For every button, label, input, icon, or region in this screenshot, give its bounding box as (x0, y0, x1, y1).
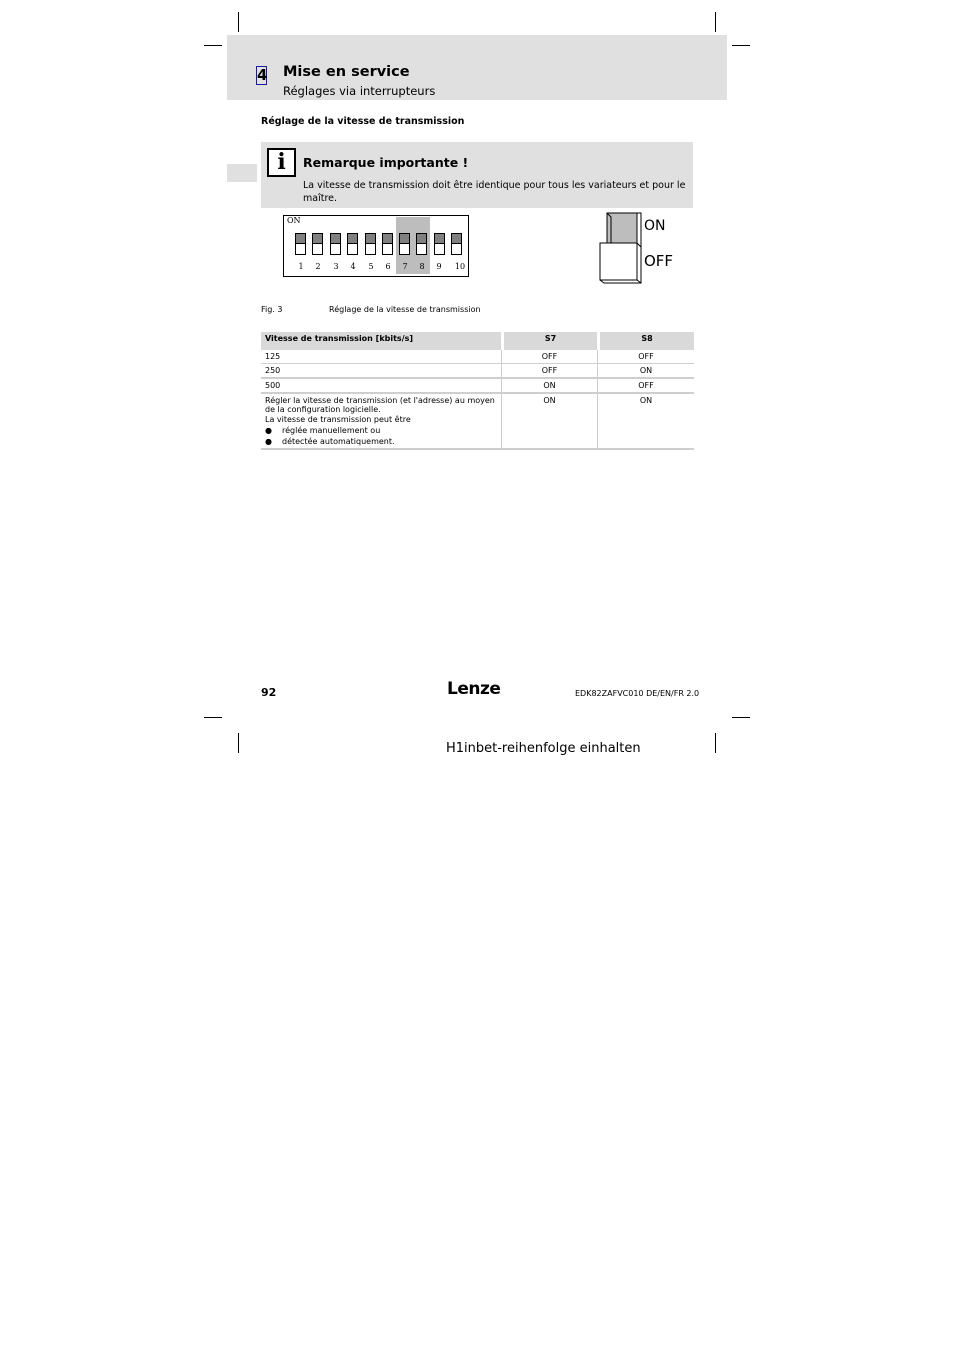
table-cell: 500 (261, 379, 501, 394)
crop-mark (204, 717, 222, 718)
dip-switch-10 (451, 233, 462, 255)
chapter-title: Mise en service (283, 64, 410, 80)
figure-caption: Réglage de la vitesse de transmission (329, 305, 481, 314)
side-tab-marker (227, 164, 257, 182)
dip-number: 1 (298, 262, 304, 271)
table-row (261, 379, 694, 394)
note-title: Remarque importante ! (303, 155, 469, 170)
list-item (265, 426, 497, 435)
dip-number: 5 (368, 262, 374, 271)
table-cell: 250 (261, 364, 501, 379)
table-cell: OFF (501, 350, 597, 364)
switch-legend-icon (596, 210, 644, 286)
dip-switch-1 (295, 233, 306, 255)
chapter-subtitle: Réglages via interrupteurs (283, 84, 436, 98)
table-cell (261, 394, 501, 450)
document-id: EDK82ZAFVC010 DE/EN/FR 2.0 (575, 689, 700, 698)
bullet-text: réglée manuellement ou (281, 426, 381, 435)
crop-mark (732, 717, 750, 718)
note-text: La vitesse de transmission doit être identique pour tous les variateurs et pour le maître. (303, 180, 686, 204)
table-cell: OFF (597, 379, 694, 394)
figure-number: Fig. 3 (261, 305, 283, 314)
dip-number: 10 (454, 262, 466, 271)
switch-off-label: OFF (644, 252, 674, 270)
table-cell: ON (501, 379, 597, 394)
table-row (261, 394, 694, 450)
table-cell: OFF (597, 350, 694, 364)
section-title: Réglage de la vitesse de transmission (261, 116, 465, 127)
crop-mark (238, 12, 239, 32)
dip-switch-6 (382, 233, 393, 255)
switch-on-label: ON (644, 218, 666, 234)
crop-mark (715, 12, 716, 32)
list-item (265, 437, 497, 446)
dip-switch-8 (416, 233, 427, 255)
software-config-text: Régler la vitesse de transmission (et l'adresse) au moyen de la configuration logicielle. (265, 396, 495, 414)
crop-mark (204, 45, 222, 46)
dip-switch-7 (399, 233, 410, 255)
page-number: 92 (261, 686, 277, 699)
bullet-text: détectée automatiquement. (281, 437, 395, 446)
dip-number: 3 (333, 262, 339, 271)
table-header: S8 (597, 332, 694, 350)
table-row (261, 364, 694, 379)
dip-switch-5 (365, 233, 376, 255)
table-cell: 125 (261, 350, 501, 364)
footer-note: H1inbet-reihenfolge einhalten (446, 741, 641, 756)
crop-mark (715, 733, 716, 753)
bullet-icon: ● (265, 437, 272, 446)
table-cell: OFF (501, 364, 597, 379)
detection-intro-text: La vitesse de transmission peut être (265, 415, 411, 424)
table-header: Vitesse de transmission [kbits/s] (261, 332, 501, 350)
table-cell: ON (501, 394, 597, 450)
table-header: S7 (501, 332, 597, 350)
dip-on-label: ON (287, 216, 301, 225)
dip-number: 8 (419, 262, 425, 271)
baud-rate-table (261, 332, 694, 450)
chapter-number: 4 (257, 66, 268, 84)
dip-number: 2 (315, 262, 321, 271)
crop-mark (732, 45, 750, 46)
crop-mark (238, 733, 239, 753)
dip-number: 7 (402, 262, 408, 271)
lenze-logo: Lenze (447, 679, 501, 699)
table-cell: ON (597, 394, 694, 450)
dip-switch-3 (330, 233, 341, 255)
dip-switch-2 (312, 233, 323, 255)
dip-switch-9 (434, 233, 445, 255)
dip-number: 4 (350, 262, 356, 271)
info-icon: i (267, 148, 296, 177)
table-cell: ON (597, 364, 694, 379)
dip-number: 9 (436, 262, 442, 271)
dip-switch-4 (347, 233, 358, 255)
dip-number: 6 (385, 262, 391, 271)
table-row (261, 350, 694, 364)
bullet-icon: ● (265, 426, 272, 435)
